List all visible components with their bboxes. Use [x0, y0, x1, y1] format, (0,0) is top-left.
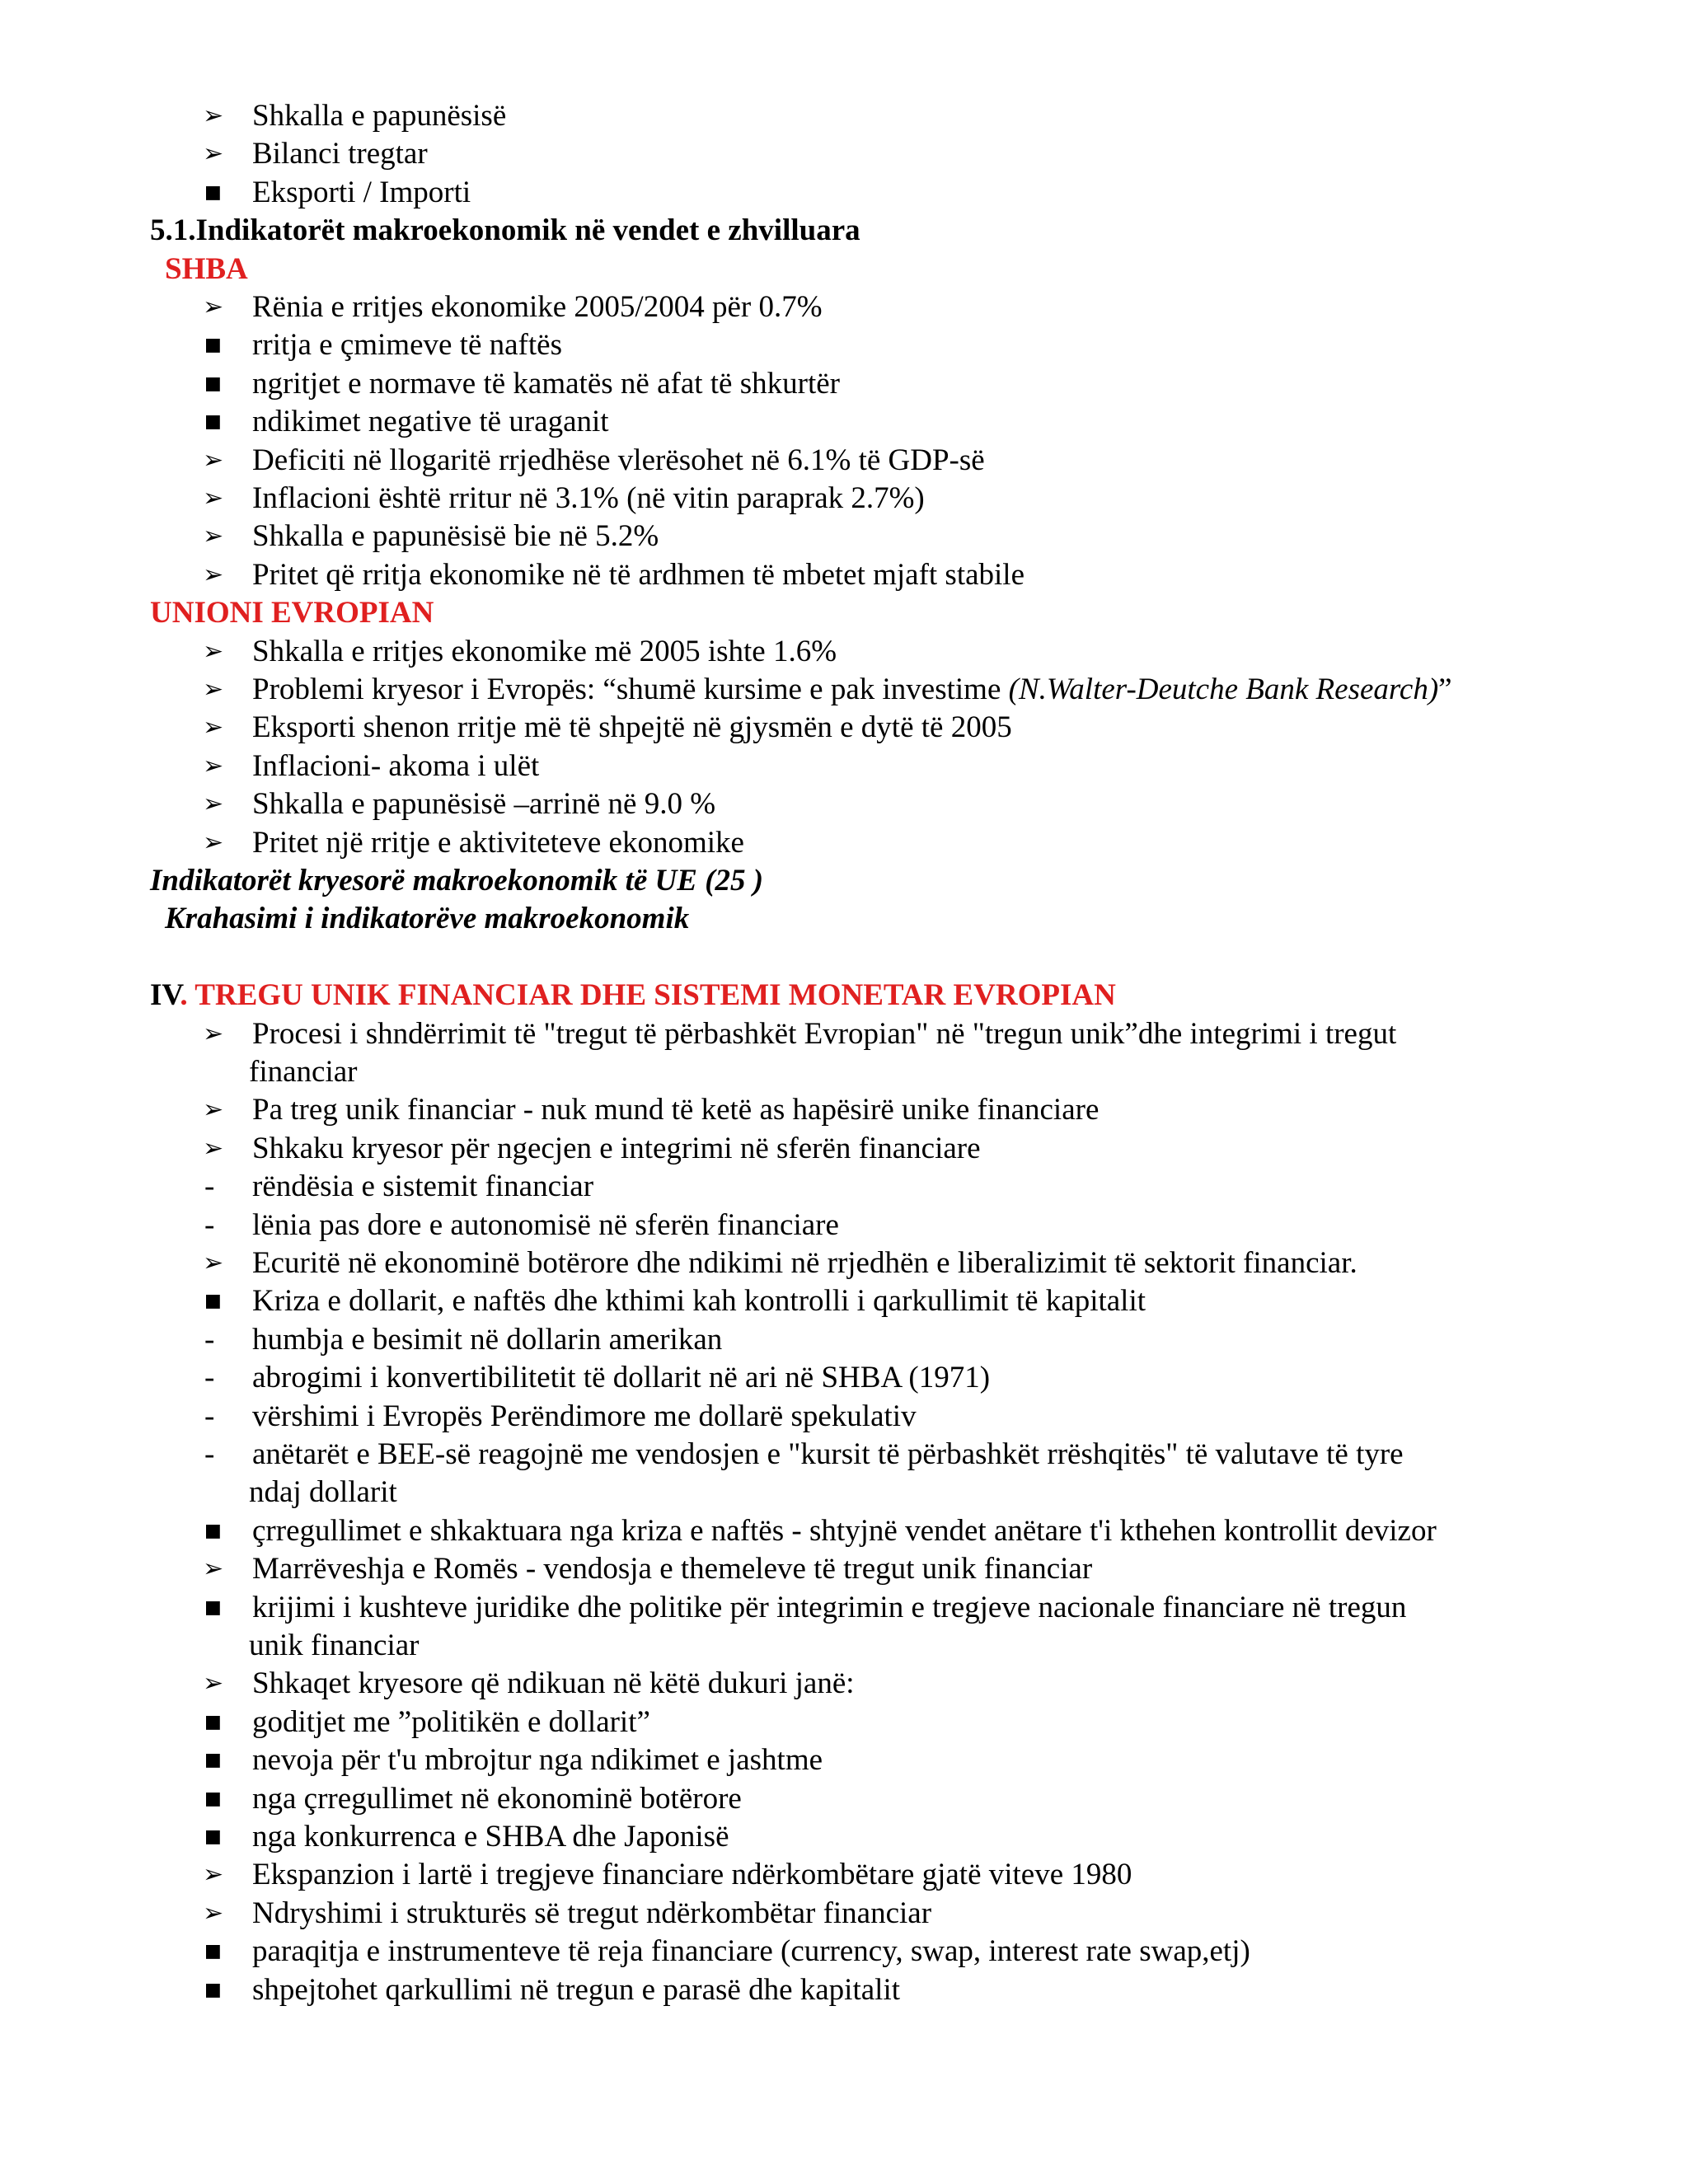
- dash-bullet: -: [204, 1208, 215, 1242]
- square-bullet-icon: ■: [204, 373, 222, 394]
- list-item-text: [252, 1436, 1404, 1474]
- arrow-bullet-icon: ➢: [203, 1019, 224, 1048]
- line-text: goditjet me ”politikën e dollarit”: [252, 1705, 650, 1739]
- line-text: Shkalla e papunësisë bie në 5.2%: [252, 519, 659, 553]
- line-text: nga çrregullimet në ekonominë botërore: [252, 1782, 742, 1816]
- line-text: paraqitja e instrumenteve të reja financiare (currency, swap, interest rate swap,etj): [252, 1934, 1250, 1968]
- line-text-continuation: unik financiar: [249, 1629, 420, 1662]
- dash-bullet: -: [204, 1399, 215, 1433]
- line-text: rëndësia e sistemit financiar: [252, 1169, 594, 1203]
- line-text: lënia pas dore e autonomisë në sferën financiare: [252, 1208, 839, 1242]
- square-bullet-icon: ■: [204, 411, 222, 432]
- line-text: Pritet një rritje e aktiviteteve ekonomike: [252, 826, 744, 860]
- heading-text: [150, 862, 763, 900]
- line-text: Eksporti / Importi: [252, 176, 471, 209]
- line-text-continuation: financiar: [249, 1055, 358, 1089]
- list-item-text: [252, 1589, 1406, 1627]
- section-title: . TREGU UNIK FINANCIAR DHE SISTEMI MONETAR EVROPIAN: [180, 978, 1116, 1012]
- arrow-bullet-icon: ➢: [203, 1249, 224, 1277]
- list-item-text: [252, 518, 659, 555]
- line-text: nevoja për t'u mbrojtur nga ndikimet e jashtme: [252, 1743, 823, 1777]
- arrow-bullet-icon: ➢: [203, 139, 224, 168]
- line-text: Shkaku kryesor për ngecjen e integrimi në sferën financiare: [252, 1132, 981, 1165]
- line-text: nga konkurrenca e SHBA dhe Japonisë: [252, 1820, 729, 1854]
- dash-bullet: -: [204, 1361, 215, 1394]
- dash-bullet: -: [204, 1437, 215, 1471]
- line-text: Krahasimi i indikatorëve makroekonomik: [165, 902, 690, 935]
- arrow-bullet-icon: ➢: [203, 1860, 224, 1889]
- arrow-bullet-icon: ➢: [203, 1669, 224, 1698]
- arrow-bullet-icon: ➢: [203, 1899, 224, 1928]
- list-item-text: [252, 1359, 990, 1397]
- list-item-text: [252, 1130, 981, 1168]
- closing-quote: ”: [1438, 673, 1452, 706]
- arrow-bullet-icon: ➢: [203, 560, 224, 589]
- list-item-text: [252, 1550, 1092, 1588]
- list-item-text: [252, 480, 925, 518]
- list-item-text: [252, 1015, 1396, 1053]
- line-text: Marrëveshja e Romës - vendosja e themeleve të tregut unik financiar: [252, 1552, 1093, 1586]
- line-text: Shkalla e rritjes ekonomike më 2005 ishte 1.6%: [252, 635, 837, 668]
- list-item-text: [252, 97, 506, 135]
- arrow-bullet-icon: ➢: [203, 752, 224, 780]
- arrow-bullet-icon: ➢: [203, 484, 224, 513]
- list-item-text: [252, 1895, 931, 1933]
- line-text: vërshimi i Evropës Perëndimore me dollarë spekulativ: [252, 1399, 917, 1433]
- line-text: Bilanci tregtar: [252, 137, 428, 171]
- list-item-text: [252, 365, 840, 403]
- list-item-text: [252, 1207, 839, 1244]
- section-number: IV: [150, 978, 181, 1012]
- line-text: Eksporti shenon rritje më të shpejtë në gjysmën e dytë të 2005: [252, 710, 1012, 744]
- line-text: humbja e besimit në dollarin amerikan: [252, 1323, 723, 1357]
- list-item-text: [252, 288, 823, 326]
- list-item-text: [252, 633, 837, 671]
- line-text: Shkalla e papunësisë: [252, 99, 507, 133]
- line-text: 5.1.Indikatorët makroekonomik në vendet e zhvilluara: [150, 213, 860, 247]
- line-text: çrregullimet e shkaktuara nga kriza e naftës - shtyjnë vendet anëtare t'i kthehen kontrollit devizor: [252, 1514, 1437, 1548]
- line-text: Procesi i shndërrimit të "tregut të përbashkët Evropian" në "tregun unik”dhe integrimi i tregut: [252, 1017, 1397, 1051]
- list-item-text: [252, 1856, 1132, 1894]
- list-item-text: [252, 824, 744, 862]
- list-item-text: [252, 1971, 900, 2009]
- square-bullet-icon: ■: [204, 1291, 222, 1311]
- square-bullet-icon: ■: [204, 1521, 222, 1541]
- arrow-bullet-icon: ➢: [203, 1134, 224, 1163]
- arrow-bullet-icon: ➢: [203, 446, 224, 475]
- line-text: Deficiti në llogaritë rrjedhëse vlerësohet në 6.1% të GDP-së: [252, 443, 985, 477]
- square-bullet-icon: ■: [204, 1941, 222, 1961]
- line-text: Ndryshimi i strukturës së tregut ndërkombëtar financiar: [252, 1896, 932, 1930]
- list-item-text: [252, 556, 1025, 594]
- heading-text: [150, 212, 860, 250]
- citation-text: (N.Walter-Deutche Bank Research): [1008, 673, 1439, 706]
- arrow-bullet-icon: ➢: [203, 293, 224, 321]
- list-item-text: [252, 403, 609, 441]
- arrow-bullet-icon: ➢: [203, 1095, 224, 1124]
- list-item-text: [252, 748, 539, 785]
- square-bullet-icon: ■: [204, 1826, 222, 1847]
- arrow-bullet-icon: ➢: [203, 1554, 224, 1583]
- square-bullet-icon: ■: [204, 1980, 222, 2000]
- dash-bullet: -: [204, 1323, 215, 1357]
- arrow-bullet-icon: ➢: [203, 713, 224, 742]
- list-item-text: [252, 1933, 1250, 1971]
- line-text: abrogimi i konvertibilitetit të dollarit në ari në SHBA (1971): [252, 1361, 991, 1394]
- line-text: ngritjet e normave të kamatës në afat të shkurtër: [252, 367, 840, 401]
- arrow-bullet-icon: ➢: [203, 637, 224, 666]
- line-text: krijimi i kushteve juridike dhe politike për integrimin e tregjeve nacionale financiare në tregun: [252, 1591, 1407, 1624]
- list-item-text: [252, 1168, 593, 1206]
- list-item-text: [252, 1780, 742, 1818]
- line-text: Ecuritë në ekonominë botërore dhe ndikimi në rrjedhën e liberalizimit të sektorit financiar.: [252, 1246, 1357, 1280]
- list-item-text: [252, 1321, 722, 1359]
- list-item-text: [252, 671, 1452, 709]
- arrow-bullet-icon: ➢: [203, 675, 224, 704]
- line-text: Kriza e dollarit, e naftës dhe kthimi kah kontrolli i qarkullimit të kapitalit: [252, 1284, 1146, 1318]
- list-item-text: [252, 1282, 1146, 1320]
- line-text: rritja e çmimeve të naftës: [252, 328, 562, 362]
- square-bullet-icon: ■: [204, 1712, 222, 1732]
- line-text: shpejtohet qarkullimi në tregun e parasë dhe kapitalit: [252, 1973, 900, 2007]
- line-text: Shkalla e papunësisë –arrinë në 9.0 %: [252, 787, 716, 821]
- square-bullet-icon: ■: [204, 182, 222, 203]
- arrow-bullet-icon: ➢: [203, 522, 224, 551]
- list-item-text: [252, 709, 1012, 747]
- list-item-text: [252, 1091, 1099, 1129]
- line-text: SHBA: [165, 252, 248, 286]
- list-item-text: [252, 785, 715, 823]
- line-text: Rënia e rritjes ekonomike 2005/2004 për 0.7%: [252, 290, 823, 324]
- line-text: UNIONI EVROPIAN: [150, 596, 434, 630]
- line-text: Problemi kryesor i Evropës: “shumë kursime e pak investime: [252, 673, 1009, 706]
- list-item-text: [252, 1818, 729, 1856]
- list-item-text: [252, 1704, 650, 1741]
- heading-text: [165, 251, 248, 288]
- heading-text: [150, 594, 434, 632]
- line-text: Shkaqet kryesore që ndikuan në këtë dukuri janë:: [252, 1666, 855, 1700]
- line-text: Indikatorët kryesorë makroekonomik të UE (25 ): [150, 864, 764, 898]
- arrow-bullet-icon: ➢: [203, 790, 224, 818]
- list-item-text: [252, 1244, 1357, 1282]
- line-text: anëtarët e BEE-së reagojnë me vendosjen e "kursit të përbashkët rrëshqitës" të valutave të tyre: [252, 1437, 1404, 1471]
- list-item-text: [252, 1512, 1437, 1550]
- square-bullet-icon: ■: [204, 1597, 222, 1618]
- square-bullet-icon: ■: [204, 335, 222, 355]
- line-text: ndikimet negative të uraganit: [252, 405, 609, 438]
- list-item-text: [252, 174, 471, 212]
- section-heading: [150, 977, 1116, 1015]
- line-text: Inflacioni është rritur në 3.1% (në vitin paraprak 2.7%): [252, 481, 925, 515]
- dash-bullet: -: [204, 1169, 215, 1203]
- square-bullet-icon: ■: [204, 1750, 222, 1770]
- square-bullet-icon: ■: [204, 1788, 222, 1809]
- arrow-bullet-icon: ➢: [203, 101, 224, 130]
- list-item-text: [252, 1741, 823, 1779]
- list-item-text: [252, 442, 985, 480]
- line-text: Inflacioni- akoma i ulët: [252, 749, 540, 783]
- line-text: Ekspanzion i lartë i tregjeve financiare ndërkombëtare gjatë viteve 1980: [252, 1858, 1132, 1891]
- list-item-text: [252, 326, 562, 364]
- arrow-bullet-icon: ➢: [203, 828, 224, 857]
- line-text: Pa treg unik financiar - nuk mund të ketë as hapësirë unike financiare: [252, 1093, 1100, 1127]
- heading-text: [165, 900, 689, 938]
- list-item-text: [252, 1398, 917, 1436]
- list-item-text: [252, 135, 428, 173]
- line-text-continuation: ndaj dollarit: [249, 1475, 397, 1509]
- list-item-text: [252, 1665, 855, 1703]
- line-text: Pritet që rritja ekonomike në të ardhmen të mbetet mjaft stabile: [252, 558, 1025, 592]
